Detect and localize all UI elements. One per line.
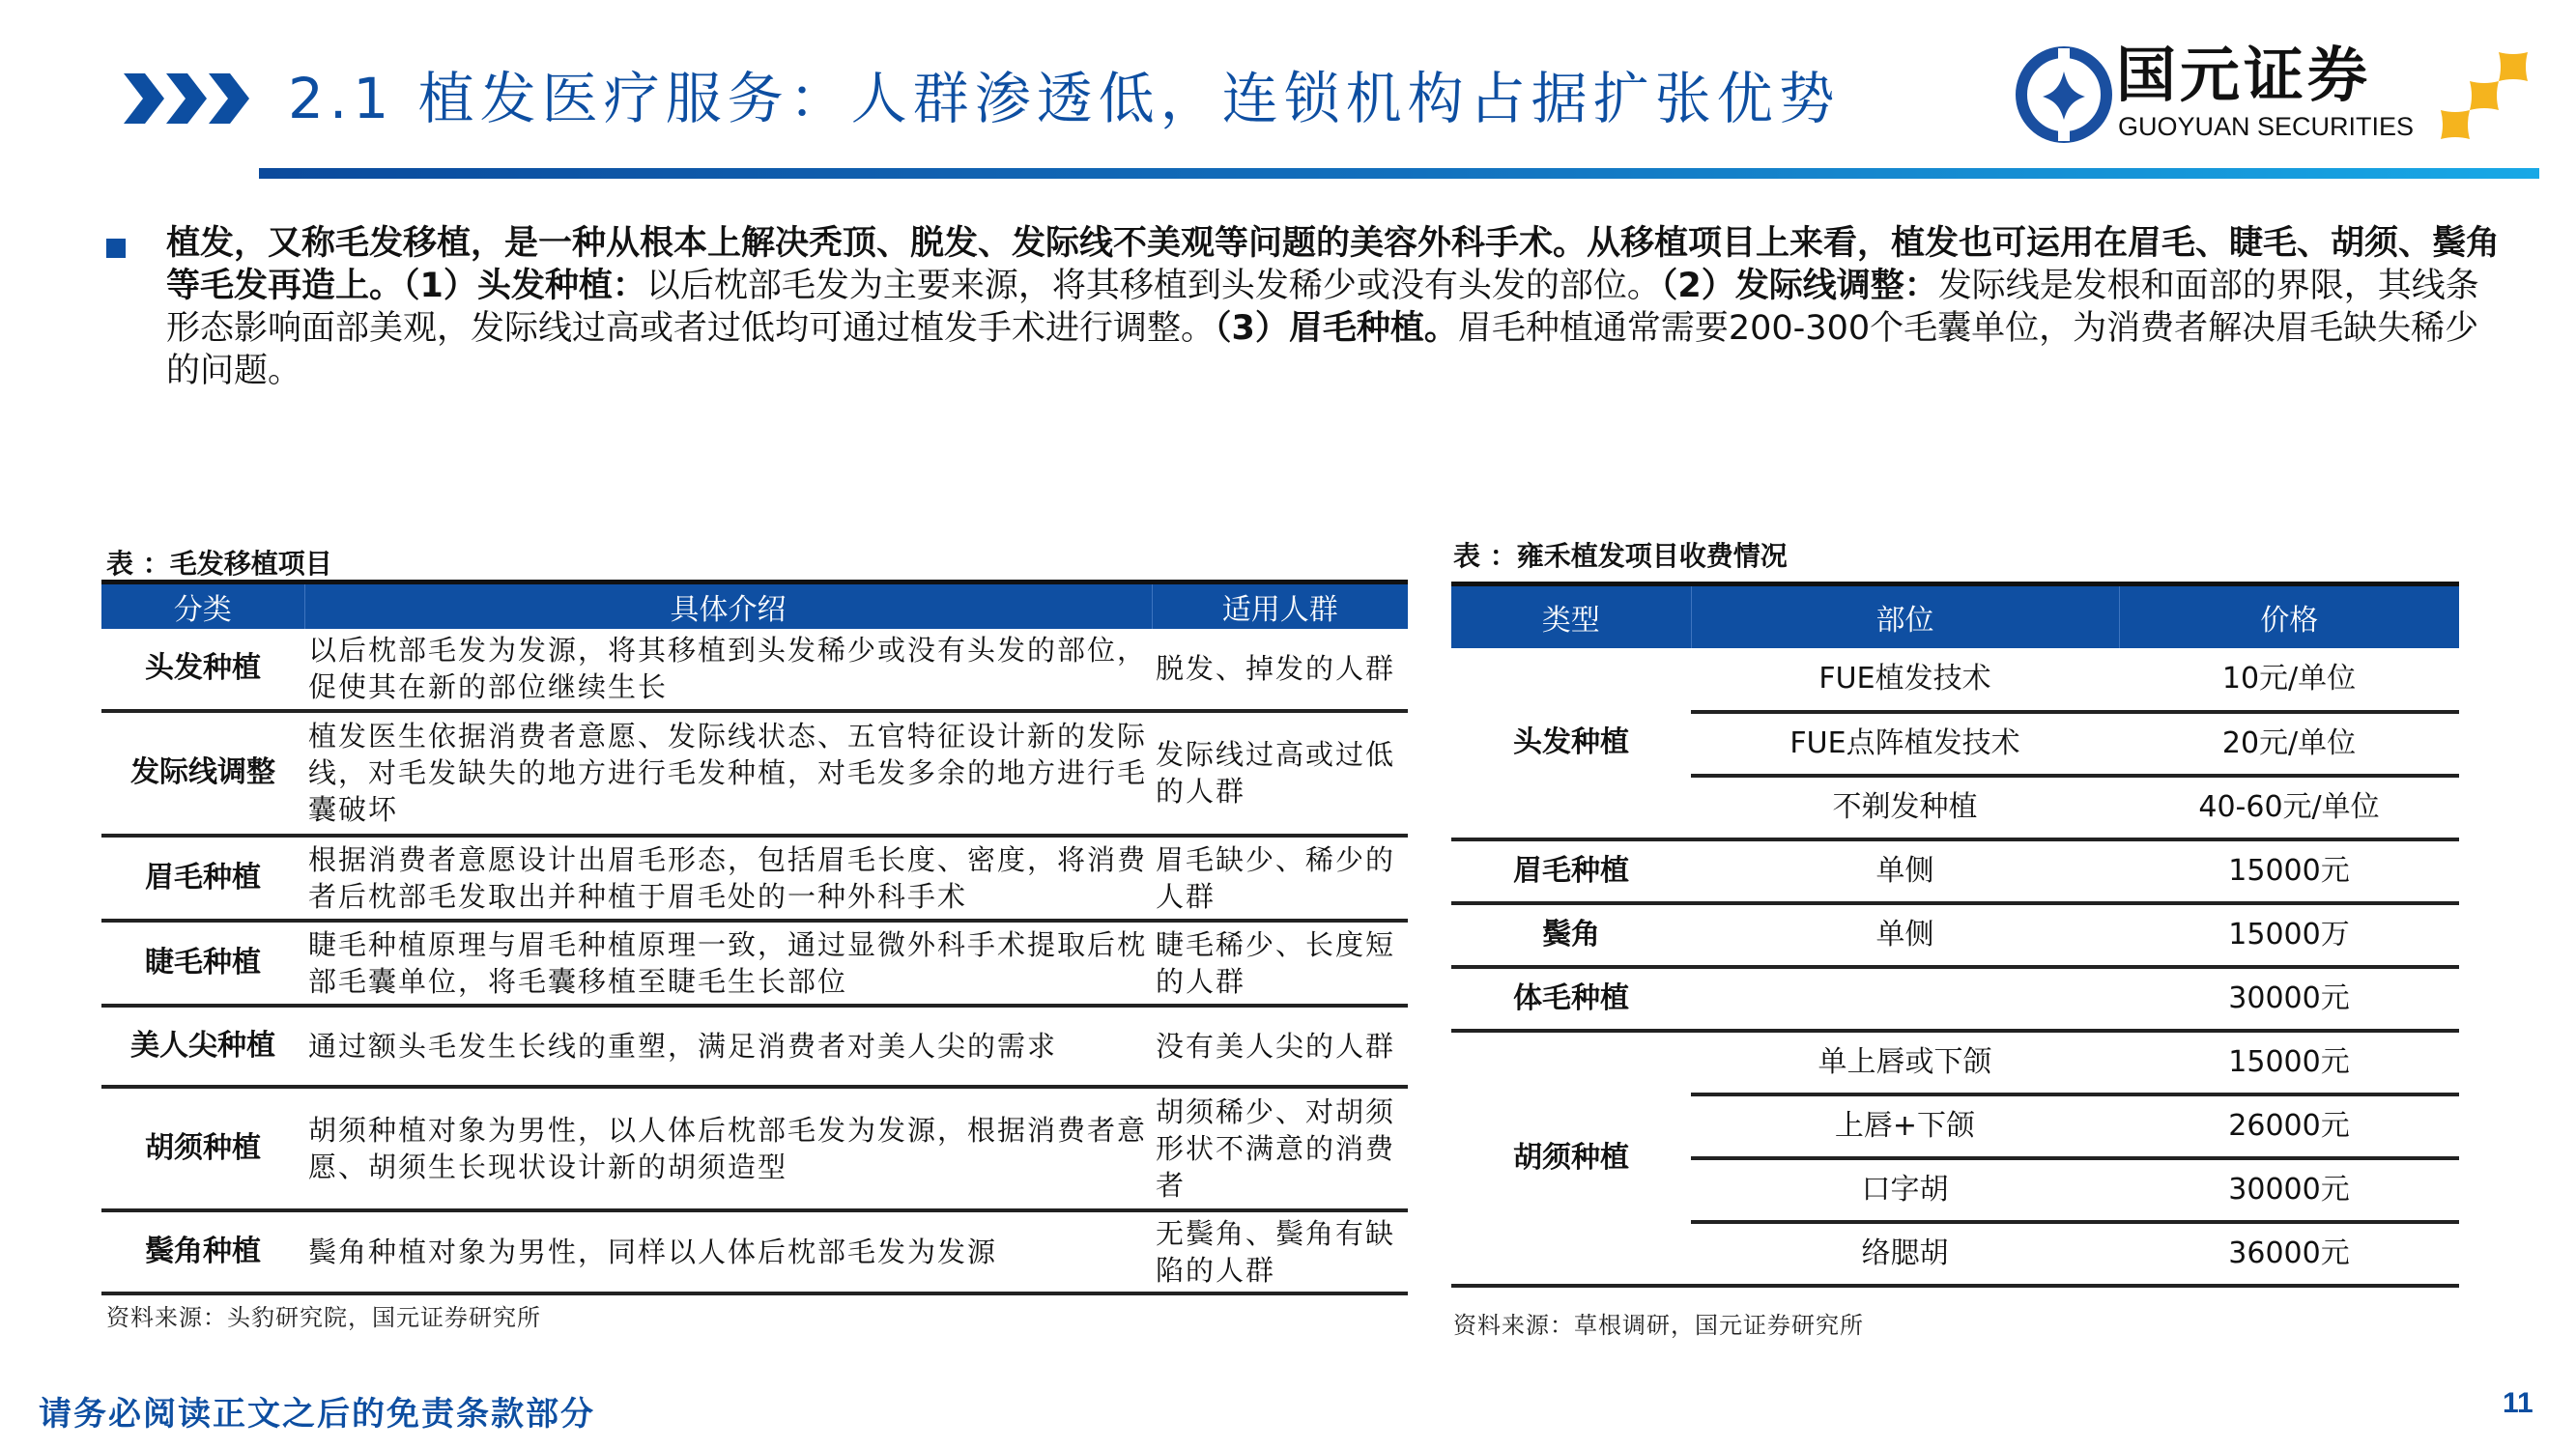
cell-audience: 睫毛稀少、长度短的人群 — [1152, 921, 1408, 1006]
cell-audience: 眉毛缺少、稀少的人群 — [1152, 836, 1408, 921]
table-row — [101, 1087, 1408, 1210]
intro-bold-1: 植发，又称毛发移植，是一种从根本上解决秃顶、脱发、发际线不美观等问题的美容外科手术。从移植项目上来看，植发也可运用在眉毛、睫毛、胡须、鬓角等毛发再造上。（1）头发种植： — [166, 224, 2501, 305]
cell-part: 口字胡 — [1691, 1158, 2119, 1222]
intro-bold-3: （2）发际线调整： — [1660, 267, 1938, 305]
table-row — [101, 711, 1408, 836]
cell-category: 鬓角种植 — [101, 1210, 304, 1293]
table-left-caption: 表 ：毛发移植项目 — [106, 548, 332, 580]
cell-part: FUE点阵植发技术 — [1691, 712, 2119, 776]
cell-part: 单侧 — [1691, 903, 2119, 967]
page-title: 2.1 植发医疗服务：人群渗透低，连锁机构占据扩张优势 — [288, 66, 1841, 131]
intro-paragraph — [166, 222, 2504, 392]
cell-part: 单上唇或下颌 — [1691, 1031, 2119, 1094]
table-row — [1451, 1031, 2459, 1094]
cell-description: 以后枕部毛发为发源，将其移植到头发稀少或没有头发的部位，促使其在新的部位继续生长 — [304, 629, 1152, 711]
cell-audience: 无鬓角、鬓角有缺陷的人群 — [1152, 1210, 1408, 1293]
intro-bold-5: （3）眉毛种植。 — [1215, 309, 1458, 348]
disclaimer-note: 请务必阅读正文之后的免责条款部分 — [39, 1395, 595, 1434]
cell-price: 30000元 — [2119, 1158, 2459, 1222]
logo-name-en: GUOYUAN SECURITIES — [2118, 112, 2415, 141]
cell-audience: 发际线过高或过低的人群 — [1152, 711, 1408, 836]
cell-price: 15000元 — [2119, 1031, 2459, 1094]
cell-category: 发际线调整 — [101, 711, 304, 836]
table-row — [1451, 839, 2459, 903]
table-row — [101, 836, 1408, 921]
cell-description: 鬓角种植对象为男性，同样以人体后枕部毛发为发源 — [304, 1210, 1152, 1293]
cell-audience: 没有美人尖的人群 — [1152, 1006, 1408, 1087]
cell-type: 体毛种植 — [1451, 967, 1691, 1031]
cell-category: 美人尖种植 — [101, 1006, 304, 1087]
cell-price: 10元/单位 — [2119, 648, 2459, 712]
bullet-square-icon — [106, 239, 126, 258]
cell-description: 植发医生依据消费者意愿、发际线状态、五官特征设计新的发际线，对毛发缺失的地方进行毛发种植，对毛发多余的地方进行毛囊破坏 — [304, 711, 1152, 836]
cell-price: 15000万 — [2119, 903, 2459, 967]
triple-chevron-right-icon — [124, 73, 259, 124]
table-row — [101, 1210, 1408, 1293]
cell-part: FUE植发技术 — [1691, 648, 2119, 712]
cell-type: 胡须种植 — [1451, 1031, 1691, 1286]
table-row — [101, 629, 1408, 711]
col-header-price: 价格 — [2119, 584, 2459, 648]
cell-audience: 胡须稀少、对胡须形状不满意的消费者 — [1152, 1087, 1408, 1210]
cell-price: 26000元 — [2119, 1094, 2459, 1158]
col-header-category: 分类 — [101, 582, 304, 629]
intro-text-6: 眉毛种植通常需要200-300个毛囊单位，为消费者解决眉毛缺失稀少的问题。 — [166, 309, 2479, 390]
col-header-type: 类型 — [1451, 584, 1691, 648]
cell-category: 胡须种植 — [101, 1087, 304, 1210]
table-row — [1451, 903, 2459, 967]
cell-category: 眉毛种植 — [101, 836, 304, 921]
yonghe-pricing-table — [1451, 582, 2459, 1288]
cell-description: 睫毛种植原理与眉毛种植原理一致，通过显微外科手术提取后枕部毛囊单位，将毛囊移植至睫毛生长部位 — [304, 921, 1152, 1006]
guoyuan-logo-icon — [2016, 46, 2112, 143]
logo-name-cn: 国元证券 — [2116, 40, 2372, 110]
table-row — [1451, 648, 2459, 712]
gold-stars-icon — [2441, 50, 2528, 139]
cell-type: 鬓角 — [1451, 903, 1691, 967]
col-header-description: 具体介绍 — [304, 582, 1152, 629]
title-underline — [259, 168, 2539, 179]
cell-price: 30000元 — [2119, 967, 2459, 1031]
cell-price: 36000元 — [2119, 1222, 2459, 1286]
table-row — [1451, 967, 2459, 1031]
cell-price: 20元/单位 — [2119, 712, 2459, 776]
table-right-source: 资料来源：草根调研，国元证券研究所 — [1453, 1312, 1864, 1339]
col-header-part: 部位 — [1691, 584, 2119, 648]
table-row — [101, 921, 1408, 1006]
table-right-caption: 表 ：雍禾植发项目收费情况 — [1453, 540, 1788, 572]
cell-description: 胡须种植对象为男性，以人体后枕部毛发为发源，根据消费者意愿、胡须生长现状设计新的胡须造型 — [304, 1087, 1152, 1210]
cell-part: 络腮胡 — [1691, 1222, 2119, 1286]
intro-text-4: 发际线是发根和面部的界限，其线条形态影响面部美观，发际线过高或者过低均可通过植发手术进行调整。 — [166, 267, 2479, 348]
page-number: 11 — [2503, 1387, 2533, 1419]
table-row — [101, 1006, 1408, 1087]
cell-type: 头发种植 — [1451, 648, 1691, 839]
table-left-source: 资料来源：头豹研究院，国元证券研究所 — [106, 1304, 541, 1331]
cell-part: 单侧 — [1691, 839, 2119, 903]
cell-description: 通过额头毛发生长线的重塑，满足消费者对美人尖的需求 — [304, 1006, 1152, 1087]
company-logo — [2016, 40, 2547, 145]
cell-part: 上唇+下颌 — [1691, 1094, 2119, 1158]
cell-part: 不剃发种植 — [1691, 776, 2119, 839]
cell-description: 根据消费者意愿设计出眉毛形态，包括眉毛长度、密度，将消费者后枕部毛发取出并种植于眉毛处的一种外科手术 — [304, 836, 1152, 921]
cell-category: 头发种植 — [101, 629, 304, 711]
cell-category: 睫毛种植 — [101, 921, 304, 1006]
cell-part — [1691, 967, 2119, 1031]
intro-text-2: 以后枕部毛发为主要来源，将其移植到头发稀少或没有头发的部位。 — [645, 267, 1661, 305]
cell-audience: 脱发、掉发的人群 — [1152, 629, 1408, 711]
cell-type: 眉毛种植 — [1451, 839, 1691, 903]
cell-price: 15000元 — [2119, 839, 2459, 903]
col-header-audience: 适用人群 — [1152, 582, 1408, 629]
hair-transplant-items-table — [101, 580, 1408, 1295]
cell-price: 40-60元/单位 — [2119, 776, 2459, 839]
